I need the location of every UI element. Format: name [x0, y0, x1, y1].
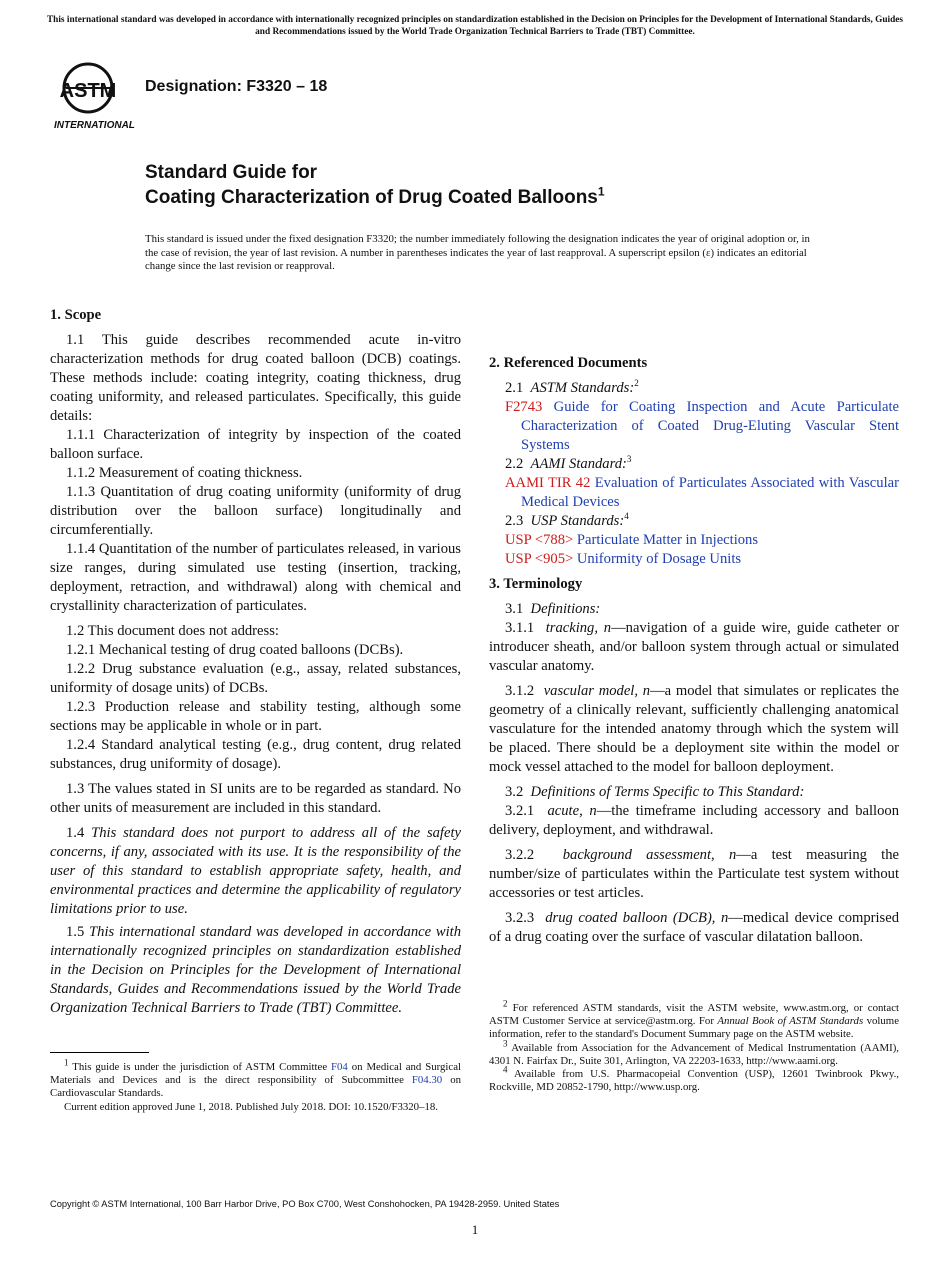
section-heading-terminology: 3. Terminology [489, 576, 583, 592]
subsection-2-3-number: 2.3 [505, 513, 524, 529]
paragraph-1-2-2: 1.2.2 Drug substance evaluation (e.g., assay, related substances, uniformity of dosage units) of DCBs. [50, 661, 461, 696]
footnote-2-text-a: For referenced ASTM standards, visit the ASTM website, www.astm.org, or contact ASTM Customer Service at service@astm.org. For [489, 1002, 899, 1028]
definition-3-2-2-term: background assessment, n [562, 847, 737, 863]
title-footnote-ref[interactable]: 1 [597, 184, 605, 199]
subsection-3-1-number: 3.1 [505, 601, 524, 617]
footnote-ref-2[interactable]: 2 [634, 378, 639, 389]
subsection-2-1-label: ASTM Standards: [530, 380, 635, 396]
footnote-4 [489, 1064, 899, 1094]
paragraph-1-2: 1.2 This document does not address: [66, 623, 279, 639]
footnote-1-text-b: on Medical and Surgical Materials and Devices and is the direct responsibility of Subcommittee [50, 1061, 461, 1087]
definition-3-2-3-term: drug coated balloon (DCB), n [545, 910, 729, 926]
definition-3-2-2-text: —a test measuring the number/size of particulates within the Particulate test system without accessories or test articles. [489, 847, 900, 901]
subsection-2-1 [489, 379, 899, 398]
paragraph-1-2-3: 1.2.3 Production release and stability testing, although some sections may be applicable in whole or in part. [50, 699, 461, 734]
paragraph-1-2-4: 1.2.4 Standard analytical testing (e.g., drug content, drug related substances, drug uniformity of dosage). [50, 737, 461, 772]
subsection-2-2 [489, 455, 899, 474]
definition-3-2-2 [489, 846, 899, 903]
copyright-notice: Copyright © ASTM International, 100 Barr Harbor Drive, PO Box C700, West Conshohocken, PA 19428-2959. United States [50, 1199, 560, 1209]
right-column-body [489, 354, 899, 947]
reference-usp-788-code[interactable]: USP <788> [505, 532, 574, 548]
footnote-3 [489, 1038, 900, 1068]
reference-f2743-title[interactable]: Guide for Coating Inspection and Acute Particulate Characterization of Coated Drug-Eluting Vascular Stent Systems [521, 399, 899, 453]
reference-aami-tir-42 [489, 474, 899, 512]
footnote-4-text: Available from U.S. Pharmacopeial Convention (USP), 12601 Twinbrook Pkwy., Rockville, MD 20852-1790, http://www.usp.org. [489, 1068, 899, 1094]
footnote-2-italic: Annual Book of ASTM Standards [717, 1015, 864, 1028]
definition-3-1-2-term: vascular model, n [543, 683, 651, 699]
reference-aami-title[interactable]: Evaluation of Particulates Associated with Vascular Medical Devices [521, 475, 899, 510]
definition-3-2-1-term: acute, n [547, 803, 597, 819]
definition-3-1-2-text: —a model that simulates or replicates the geometry of a clinically relevant, sufficiently challenging anatomical vasculature for the intended anatomy through which the system will be placed. There should be a deployment site within the model or mock vessel attached to the model for balloon deployment. [489, 683, 900, 775]
reference-usp-905-code[interactable]: USP <905> [505, 551, 574, 567]
section-heading-referenced-documents: 2. Referenced Documents [489, 355, 648, 371]
reference-usp-788 [489, 531, 899, 550]
paragraph-1-5-text: This international standard was developed in accordance with internationally recognized principles on standardization established in the Decision on Principles for the Development of International Standards, Guides and Recommendations issued by the World Trade Organization Technical Barriers to Trade (TBT) Committee. [50, 924, 462, 1016]
astm-logo [52, 60, 136, 130]
definition-3-2-1-text: —the timeframe including accessory and balloon delivery, deployment, and withdrawal. [489, 803, 899, 838]
footnote-3-text: Available from Association for the Advancement of Medical Instrumentation (AAMI), 4301 N. Fairfax Dr., Suite 301, Arlington, VA 22203-1633, http://www.aami.org. [489, 1041, 900, 1067]
paragraph-1-2-1: 1.2.1 Mechanical testing of drug coated balloons (DCBs). [66, 642, 404, 658]
paragraph-1-1: 1.1 This guide describes recommended acute in-vitro characterization methods for drug coated balloon (DCB) coatings. These methods include: coating integrity, coating thickness, drug coating uniformity, and released particulates. Specifically, this guide details: [50, 332, 461, 424]
paragraph-1-5-number: 1.5 [66, 924, 85, 940]
subsection-2-1-number: 2.1 [505, 380, 524, 396]
definition-3-2-3-number: 3.2.3 [505, 910, 535, 926]
footnote-1-edition: Current edition approved June 1, 2018. Published July 2018. DOI: 10.1520/F3320–18. [64, 1100, 438, 1113]
header-notice: This international standard was developed in accordance with internationally recognized principles on standardization established in the Decision on Principles for the Development of International Standards, Guides and Recommendations issued by the World Trade Organization Technical Barriers to Trade (TBT) Committee. [46, 15, 904, 37]
definition-3-2-2-number: 3.2.2 [505, 847, 535, 863]
footnote-2-text-b: volume information, refer to the standard's Document Summary page on the ASTM website. [489, 1015, 899, 1041]
footnote-2-marker: 2 [503, 998, 508, 1009]
paragraph-1-5 [50, 923, 461, 1018]
paragraph-1-4 [50, 824, 461, 919]
footnote-1-text-a: This guide is under the jurisdiction of ASTM Committee [72, 1061, 328, 1073]
definition-3-1-2-number: 3.1.2 [505, 683, 535, 699]
subsection-2-2-label: AAMI Standard: [530, 456, 627, 472]
definition-3-1-1 [489, 619, 899, 676]
subcommittee-f04-30-link[interactable]: F04.30 [411, 1074, 443, 1087]
reference-usp-905-title[interactable]: Uniformity of Dosage Units [576, 551, 742, 567]
astm-logo-icon [52, 60, 136, 130]
footnote-2 [489, 998, 899, 1042]
footnotes-left [50, 1057, 462, 1114]
definition-3-1-1-text: —navigation of a guide wire, guide catheter or introducer sheath, and/or balloon system through actual or simulated vascular anatomy. [489, 620, 899, 674]
footnote-3-marker: 3 [503, 1038, 508, 1049]
section-heading-scope: 1. Scope [50, 307, 102, 323]
subsection-3-2-label: Definitions of Terms Specific to This Standard: [530, 784, 805, 800]
footnotes-right [489, 998, 900, 1094]
issuance-note: This standard is issued under the fixed designation F3320; the number immediately following the designation indicates the year of original adoption or, in the case of revision, the year of last revision. A number in parentheses indicates the year of last reapproval. A superscript epsilon (ε) indicates an editorial change since the last revision or reapproval. [145, 233, 810, 272]
paragraph-1-1-1: 1.1.1 Characterization of integrity by inspection of the coated balloon surface. [50, 427, 461, 462]
subsection-3-1 [489, 600, 899, 619]
paragraph-1-4-text: This standard does not purport to address all of the safety concerns, if any, associated with its use. It is the responsibility of the user of this standard to establish appropriate safety, health, and environmental practices and determine the applicability of regulatory limitations prior to use. [50, 825, 461, 917]
footnote-ref-3[interactable]: 3 [626, 454, 632, 465]
reference-usp-905 [489, 550, 899, 569]
reference-f2743 [489, 398, 899, 455]
definition-3-1-1-term: tracking, n [545, 620, 612, 636]
reference-aami-code[interactable]: AAMI TIR 42 [505, 475, 591, 491]
footnote-1-text-c: on Cardiovascular Standards. [50, 1074, 462, 1100]
definition-3-2-3-text: —medical device comprised of a drug coating over the surface of vascular dilatation balloon. [489, 910, 900, 945]
definition-3-1-1-number: 3.1.1 [505, 620, 535, 636]
paragraph-1-1-2: 1.1.2 Measurement of coating thickness. [66, 465, 303, 481]
committee-f04-link[interactable]: F04 [331, 1061, 348, 1073]
subsection-3-2-number: 3.2 [505, 784, 524, 800]
title-line-2: Coating Characterization of Drug Coated Balloons [145, 187, 598, 208]
paragraph-1-3: 1.3 The values stated in SI units are to be regarded as standard. No other units of measurement are included in this standard. [50, 781, 461, 816]
reference-usp-788-title[interactable]: Particulate Matter in Injections [576, 532, 759, 548]
footnote-ref-4[interactable]: 4 [624, 511, 629, 522]
definition-3-2-1 [489, 802, 899, 840]
paragraph-1-1-3: 1.1.3 Quantitation of drug coating uniformity (uniformity of drug distribution over the balloon surface) longitudinally and circumferentially. [50, 484, 461, 538]
subsection-2-3 [489, 512, 899, 531]
definition-3-1-2 [489, 682, 899, 777]
page-number: 1 [471, 1222, 479, 1237]
footnote-1 [50, 1057, 462, 1101]
designation: Designation: F3320 – 18 [145, 78, 328, 95]
logo-text: INTERNATIONAL [54, 120, 135, 130]
paragraph-1-4-number: 1.4 [66, 825, 85, 841]
subsection-3-2 [489, 783, 899, 802]
paragraph-1-1-4: 1.1.4 Quantitation of the number of particulates released, in various size ranges, during simulated use testing (insertion, tracking, deployment, retraction, and withdrawal) along with chemical and crystallinity characterization of particulates. [50, 541, 461, 614]
left-column [50, 306, 461, 1018]
footnote-4-marker: 4 [503, 1064, 508, 1075]
title-line-1: Standard Guide for [145, 162, 318, 183]
footnote-1-marker: 1 [64, 1057, 69, 1068]
reference-f2743-code[interactable]: F2743 [505, 399, 543, 415]
definition-3-2-3 [489, 909, 899, 947]
document-title [145, 160, 605, 210]
subsection-3-1-label: Definitions: [530, 601, 601, 617]
definition-3-2-1-number: 3.2.1 [505, 803, 535, 819]
subsection-2-3-label: USP Standards: [530, 513, 625, 529]
subsection-2-2-number: 2.2 [505, 456, 524, 472]
logo-mark: ASTM [59, 80, 117, 102]
footnote-rule [50, 1052, 149, 1053]
